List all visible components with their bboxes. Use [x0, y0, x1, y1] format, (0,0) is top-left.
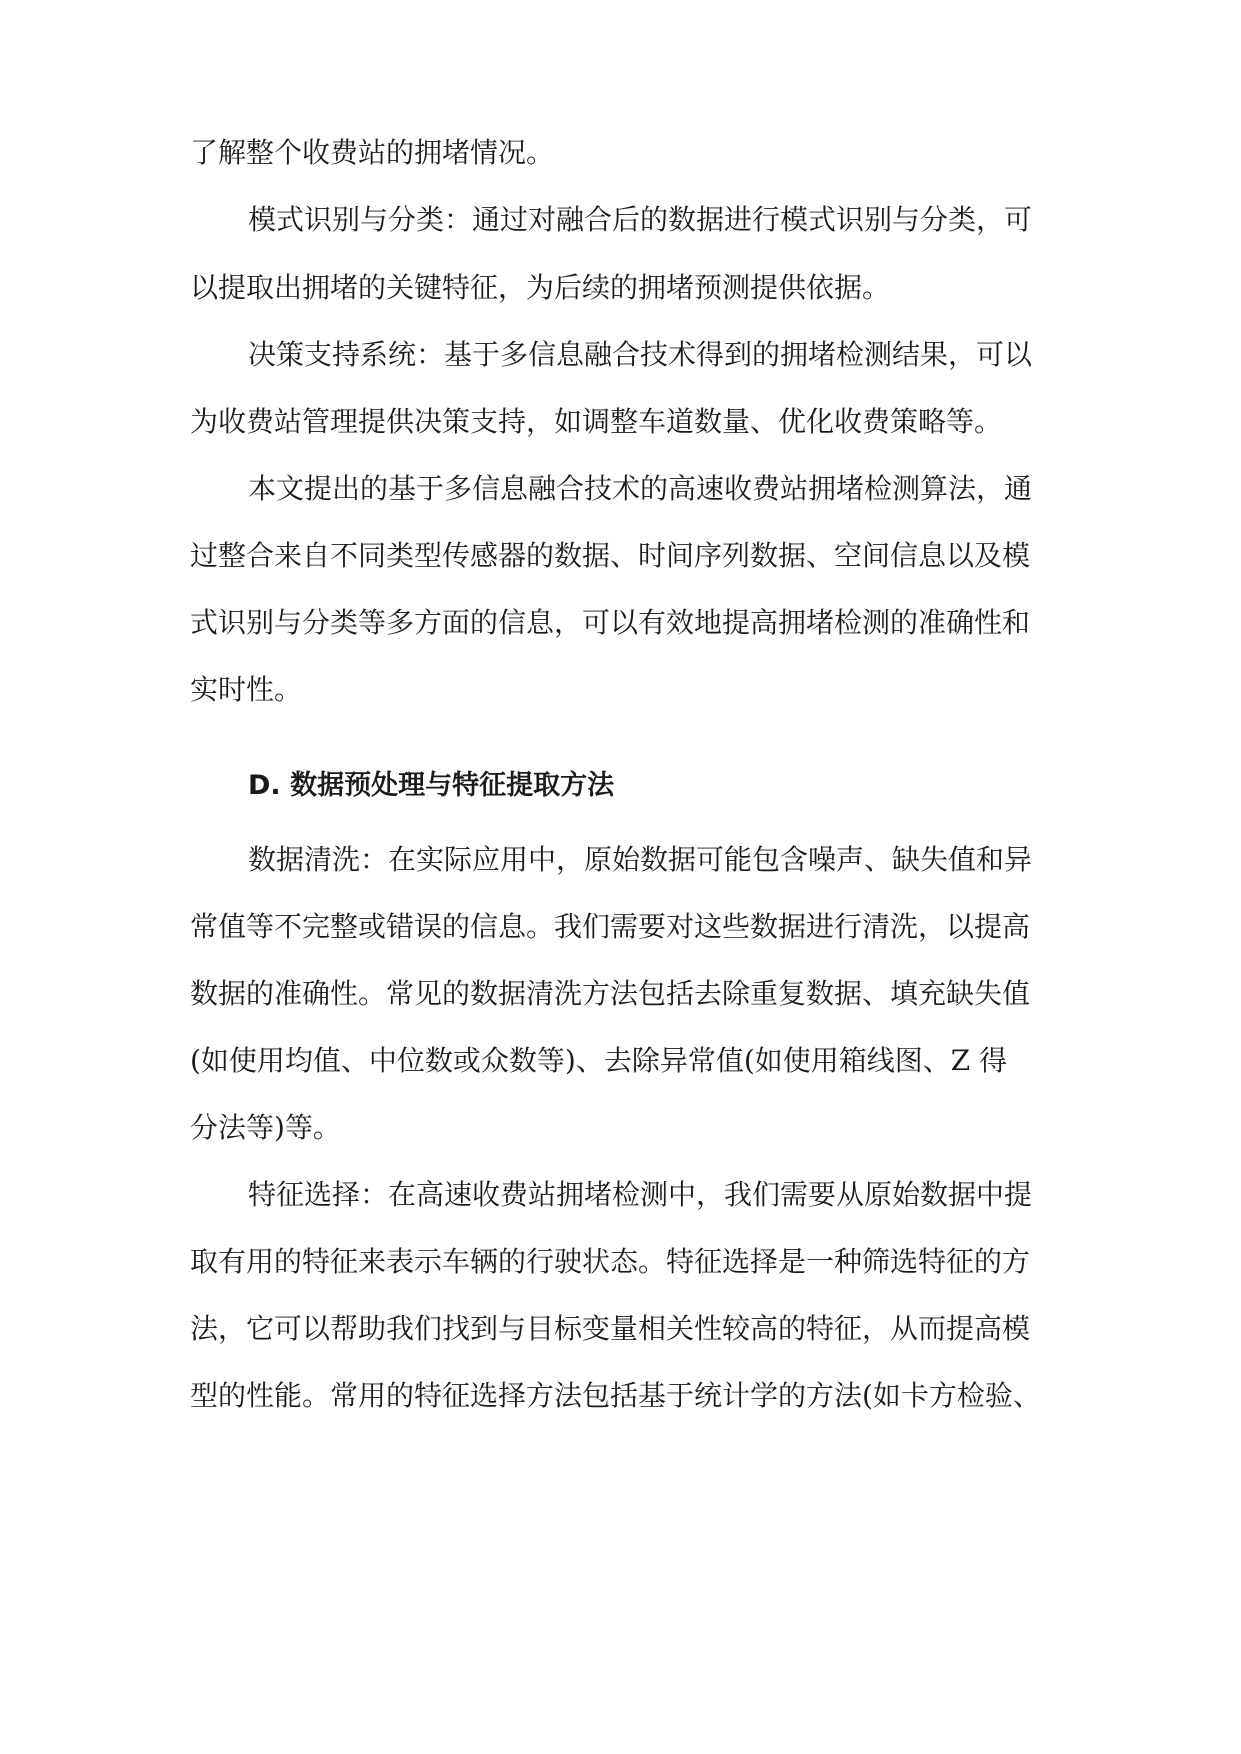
paragraph-line: 常值等不完整或错误的信息。我们需要对这些数据进行清洗，以提高	[190, 910, 1031, 943]
paragraph-line: 本文提出的基于多信息融合技术的高速收费站拥堵检测算法，通	[248, 472, 1033, 505]
paragraph-line: 了解整个收费站的拥堵情况。	[190, 136, 555, 169]
paragraph-line: 数据的准确性。常见的数据清洗方法包括去除重复数据、填充缺失值	[190, 977, 1031, 1010]
paragraph-line: 为收费站管理提供决策支持，如调整车道数量、优化收费策略等。	[190, 405, 1003, 438]
paragraph-line: 过整合来自不同类型传感器的数据、时间序列数据、空间信息以及模	[190, 539, 1031, 572]
paragraph-line: 模式识别与分类：通过对融合后的数据进行模式识别与分类，可	[248, 203, 1033, 236]
paragraph-line: 实时性。	[190, 673, 303, 706]
paragraph-line: 决策支持系统：基于多信息融合技术得到的拥堵检测结果，可以	[248, 338, 1033, 371]
paragraph-line: 以提取出拥堵的关键特征，为后续的拥堵预测提供依据。	[190, 271, 891, 304]
paragraph-line: 数据清洗：在实际应用中，原始数据可能包含噪声、缺失值和异	[248, 843, 1033, 876]
paragraph-line: 式识别与分类等多方面的信息，可以有效地提高拥堵检测的准确性和	[190, 606, 1031, 639]
paragraph-line: 分法等)等。	[190, 1111, 341, 1144]
section-heading: D. 数据预处理与特征提取方法	[248, 770, 615, 801]
paragraph-line: 型的性能。常用的特征选择方法包括基于统计学的方法(如卡方检验、	[190, 1379, 1041, 1412]
paragraph-line: 法，它可以帮助我们找到与目标变量相关性较高的特征，从而提高模	[190, 1312, 1031, 1345]
paragraph-line: 特征选择：在高速收费站拥堵检测中，我们需要从原始数据中提	[248, 1178, 1033, 1211]
paragraph-line: (如使用均值、中位数或众数等)、去除异常值(如使用箱线图、Z 得	[190, 1044, 1008, 1077]
paragraph-line: 取有用的特征来表示车辆的行驶状态。特征选择是一种筛选特征的方	[190, 1245, 1031, 1278]
